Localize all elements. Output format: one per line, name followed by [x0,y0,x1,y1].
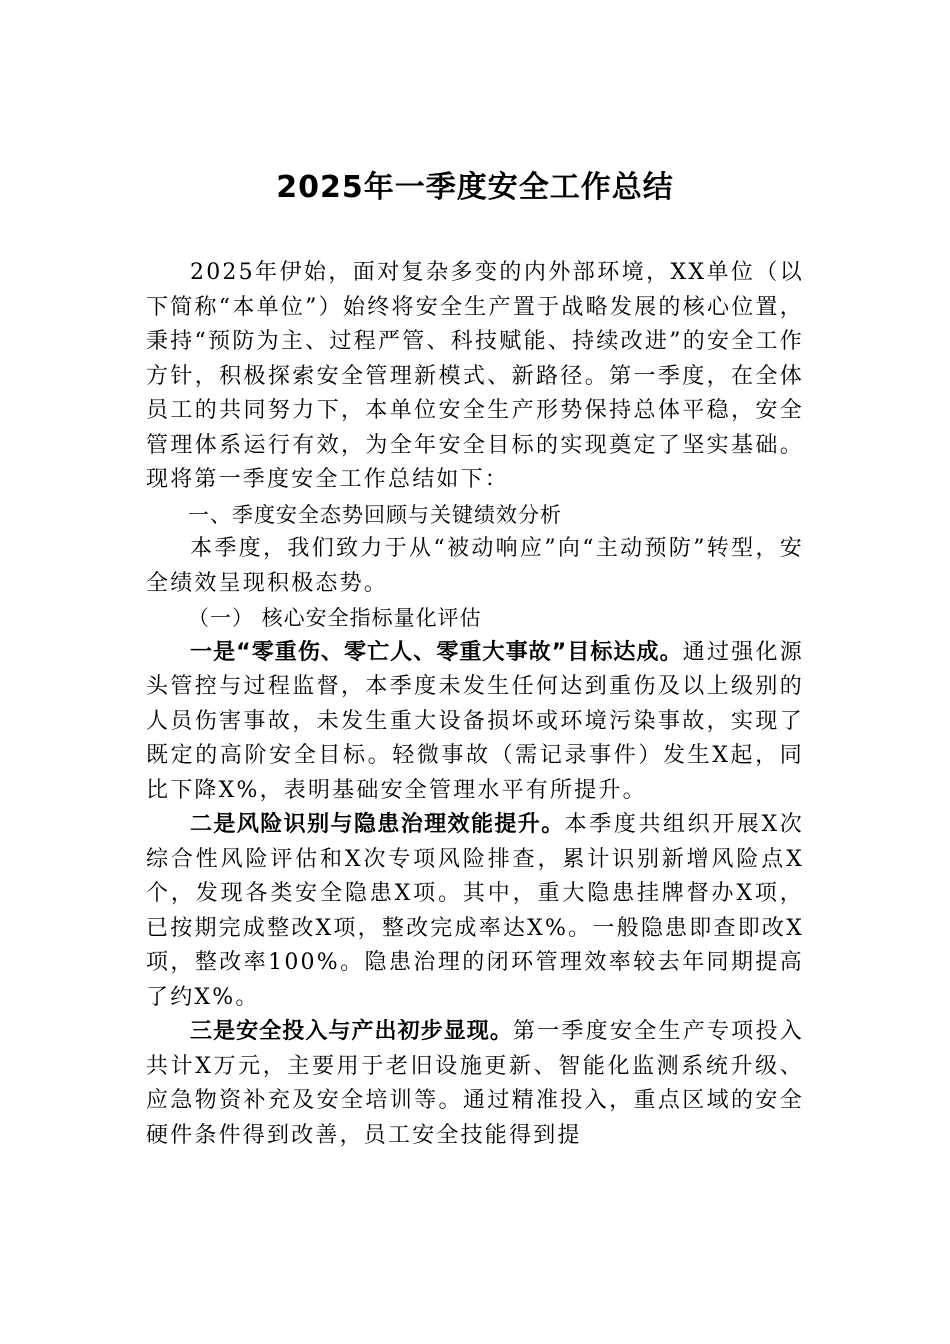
item-lead: 三是安全投入与产出初步显现。 [190,1019,513,1044]
document-title: 2025年一季度安全工作总结 [276,170,674,205]
item-text: 通过强化源头管控与过程监督，本季度未发生任何达到重伤及以上级别的人员伤害事故，未发生重大设备损坏或环境污染事故，实现了既定的高阶安全目标。轻微事故（需记录事件）发生X起，同比下降X%，表明基础安全管理水平有所提升。 [146,639,804,803]
item-paragraph [146,808,804,1015]
intro-paragraph: 2025年伊始，面对复杂多变的内外部环境，XX单位（以下简称“本单位”）始终将安全生产置于战略发展的核心位置，秉持“预防为主、过程严管、科技赋能、持续改进”的安全工作方针，积极探索安全管理新模式、新路径。第一季度，在全体员工的共同努力下，本单位安全生产形势保持总体平稳，安全管理体系运行有效，为全年安全目标的实现奠定了坚实基础。现将第一季度安全工作总结如下： [146,260,804,492]
item-lead: 二是风险识别与隐患治理效能提升。 [190,812,565,837]
subsection-heading: （一） 核心安全指标量化评估 [188,606,482,630]
item-lead: 一是“零重伤、零亡人、零重大事故”目标达成。 [190,639,683,665]
section-heading: 一、季度安全态势回顾与关键绩效分析 [188,502,562,527]
item-paragraph [146,636,804,809]
item-text: 第一季度安全生产专项投入共计X万元，主要用于老旧设施更新、智能化监测系统升级、应急物资补充及安全培训等。通过精准投入，重点区域的安全硬件条件得到改善，员工安全技能得到提 [146,1019,804,1148]
item-paragraph [146,1015,804,1153]
item-text: 本季度共组织开展X次综合性风险评估和X次专项风险排查，累计识别新增风险点X个，发现各类安全隐患X项。其中，重大隐患挂牌督办X项，已按期完成整改X项，整改完成率达X%。一般隐患即查即改X项，整改率100%。隐患治理的闭环管理效率较去年同期提高了约X%。 [146,812,804,1010]
section-paragraph: 本季度，我们致力于从“被动响应”向“主动预防”转型，安全绩效呈现积极态势。 [146,536,804,596]
document-body [146,256,804,1153]
